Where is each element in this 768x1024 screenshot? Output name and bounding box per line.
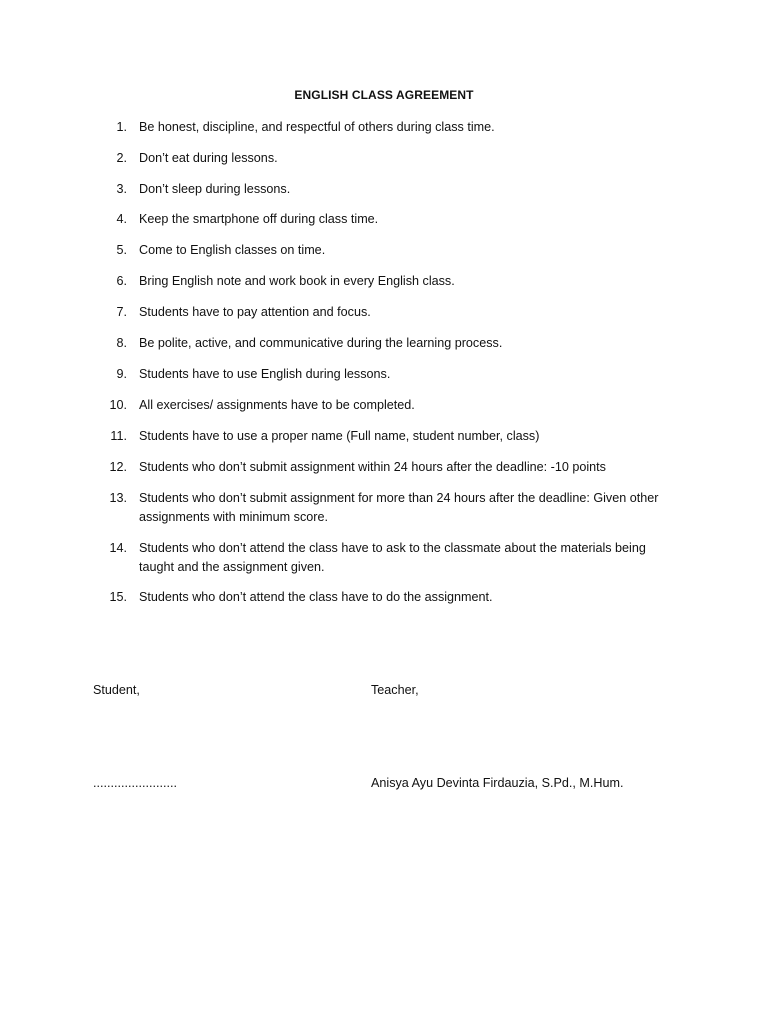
list-item-text: Don’t sleep during lessons. (139, 182, 291, 196)
list-item-text: All exercises/ assignments have to be completed. (139, 398, 415, 412)
student-signature-line: ........................ (93, 776, 177, 790)
list-item-text: Be honest, discipline, and respectful of others during class time. (139, 120, 495, 134)
list-item-text: Students who don’t submit assignment for more than 24 hours after the deadline: Given other assignments with minimum score. (139, 491, 659, 524)
list-item-text: Be polite, active, and communicative during the learning process. (139, 336, 503, 350)
list-item-text: Students who don’t attend the class have to ask to the classmate about the materials being taught and the assignment given. (139, 541, 646, 574)
teacher-name: Anisya Ayu Devinta Firdauzia, S.Pd., M.Hum. (371, 776, 624, 790)
student-signature-label: Student, (93, 683, 140, 697)
list-item-text: Students have to pay attention and focus. (139, 305, 371, 319)
list-item-number: 2. (116, 151, 127, 165)
list-item-number: 8. (116, 336, 127, 350)
list-item-number: 11. (110, 429, 127, 443)
list-item-number: 4. (116, 212, 127, 226)
list-item-text: Students have to use English during lessons. (139, 367, 391, 381)
list-item-text: Bring English note and work book in every English class. (139, 274, 455, 288)
list-item-number: 10. (109, 398, 127, 412)
list-item-text: Keep the smartphone off during class time. (139, 212, 379, 226)
list-item-text: Students who don’t attend the class have to do the assignment. (139, 590, 493, 604)
list-item-text: Students who don’t submit assignment within 24 hours after the deadline: -10 points (139, 460, 606, 474)
list-item-number: 3. (116, 182, 127, 196)
list-item-number: 6. (116, 274, 127, 288)
list-item-number: 15. (109, 590, 127, 604)
list-item-number: 7. (116, 305, 127, 319)
list-item-number: 1. (116, 120, 127, 134)
list-item-text: Come to English classes on time. (139, 243, 326, 257)
list-item-number: 14. (109, 541, 127, 555)
list-item-text: Students have to use a proper name (Full name, student number, class) (139, 429, 540, 443)
list-item-number: 12. (109, 460, 127, 474)
document-title: ENGLISH CLASS AGREEMENT (294, 88, 474, 102)
list-item-number: 13. (109, 491, 127, 505)
teacher-signature-label: Teacher, (371, 683, 419, 697)
list-item-number: 5. (116, 243, 127, 257)
list-item-text: Don’t eat during lessons. (139, 151, 278, 165)
list-item-number: 9. (116, 367, 127, 381)
